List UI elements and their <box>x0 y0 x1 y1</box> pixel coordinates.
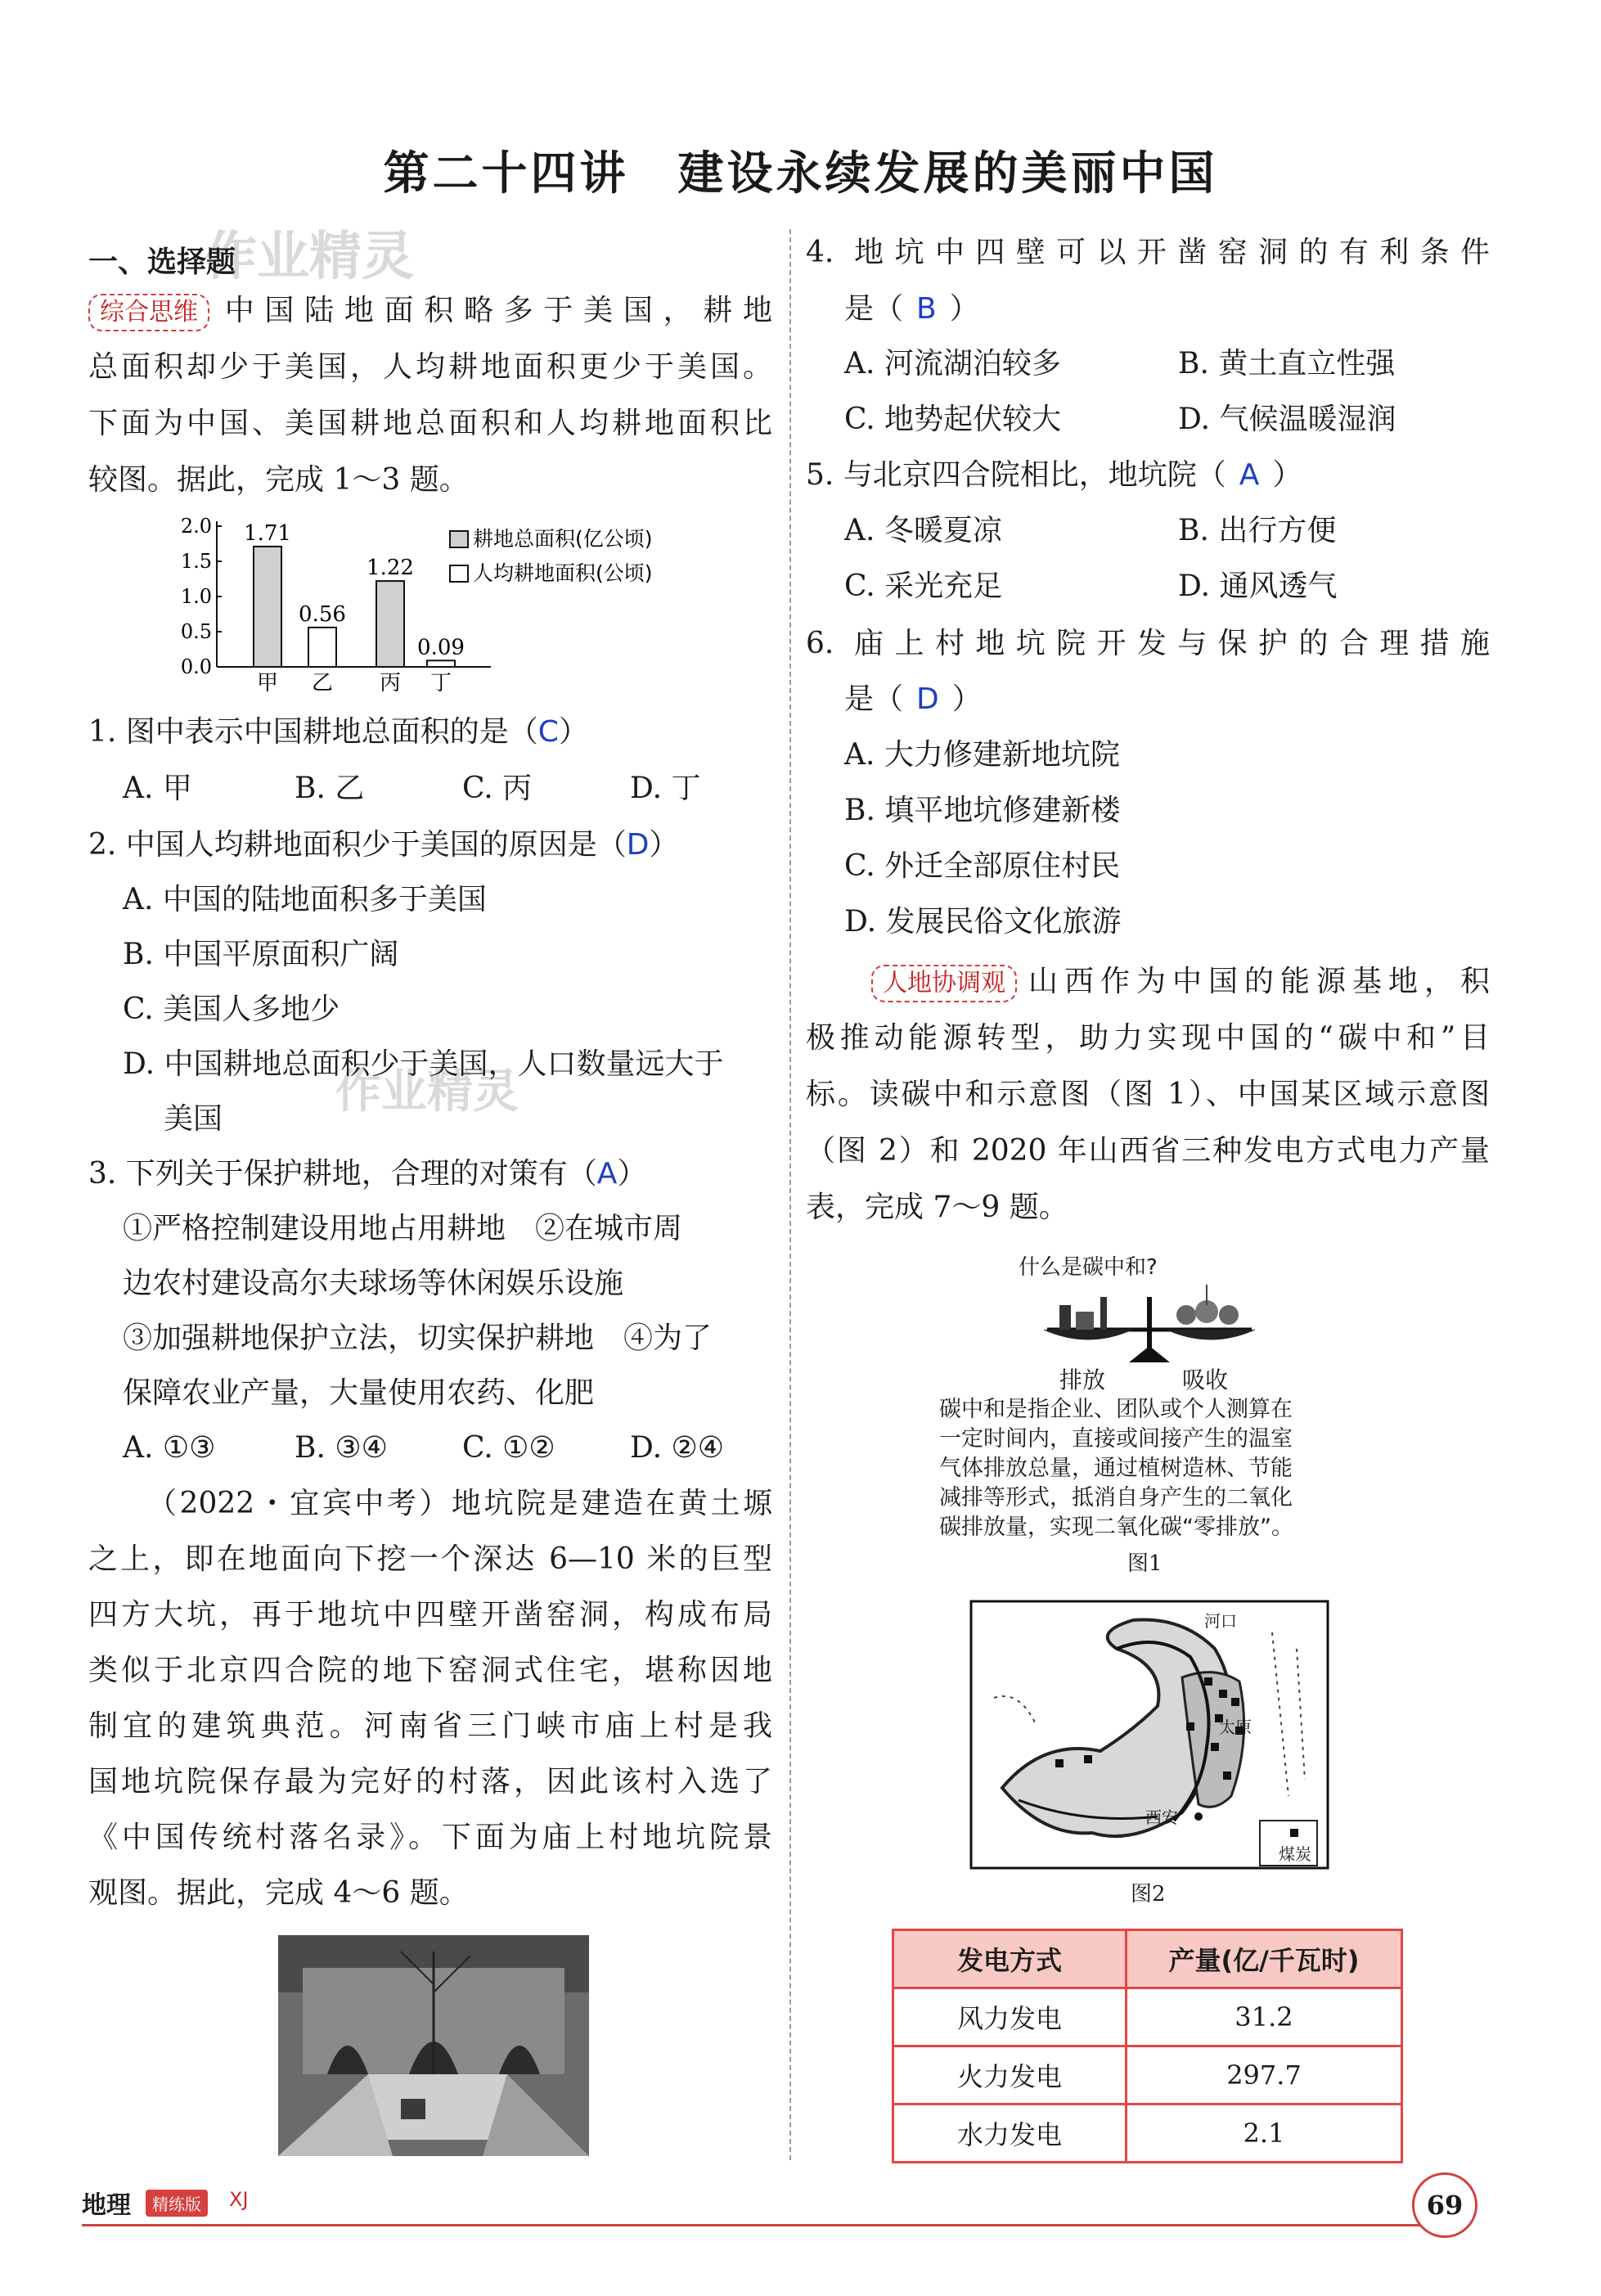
answer: D <box>916 682 939 716</box>
x-tick-label: 丁 <box>429 671 452 696</box>
power-table <box>892 1929 1403 2163</box>
fig1-caption: 图1 <box>1127 1551 1163 1576</box>
passage-shanxi: 人地协调观 山西作为中国的能源基地，积 极推动能源转型，助力实现中国的“碳中和”目 标。读碳中和示意图（图 1）、中国某区域示意图 （图 2）和 2020 年山西省三种发电方式电力产量 表，完成 7～9 题。 <box>806 965 1490 1224</box>
section-heading: 一、选择题 <box>88 245 236 279</box>
legend-label: 耕地总面积(亿公顷) <box>473 527 653 551</box>
answer: B <box>916 292 937 326</box>
column-divider <box>789 229 791 2160</box>
tag-label: 人地协调观 <box>871 965 1017 1002</box>
legend-swatch <box>450 565 468 582</box>
answer: D <box>626 828 650 862</box>
question-2: 2. 中国人均耕地面积少于美国的原因是（D） <box>88 828 679 862</box>
bar <box>308 628 336 667</box>
option: B. 中国平原面积广阔 <box>123 938 399 971</box>
map-label-xian: 西安 <box>1145 1808 1178 1827</box>
question-6: 6. 庙上村地坑院开发与保护的合理措施 <box>806 627 1490 660</box>
fig1-right-label: 吸收 <box>1182 1366 1229 1393</box>
footer-subject: 地理 <box>82 2191 131 2220</box>
map-label-taiyuan: 太原 <box>1219 1717 1252 1737</box>
option: D. ②④ <box>630 1431 725 1465</box>
option: B. 出行方便 <box>1178 514 1337 547</box>
map-label-hekou: 河口 <box>1204 1611 1237 1631</box>
option: A. 中国的陆地面积多于美国 <box>123 883 487 916</box>
watermark: 作业精灵 <box>335 1065 519 1119</box>
option: A. 大力修建新地坑院 <box>844 738 1120 772</box>
option: D. 气候温暖湿润 <box>1178 403 1396 436</box>
option: D. 丁 <box>630 772 701 805</box>
option: D. 中国耕地总面积少于美国，人口数量远大于 <box>123 1047 724 1081</box>
y-tick-label: 1.0 <box>180 585 212 608</box>
legend-label: 人均耕地面积(公顷) <box>473 561 653 585</box>
passage-dikengyuan: （2022・宜宾中考）地坑院是建造在黄土塬 之上，即在地面向下挖一个深达 6—10 米的巨型 四方大坑，再于地坑中四壁开凿窑洞，构成布局 类似于北京四合院的地下窑洞式住宅，堪称因地 制宜的建筑典范。河南省三门峡市庙上村是我 国地坑院保存最为完好的村落，因此该村入选了 《中国传统村落名录》。下面为庙上村地坑院景 观图。据此，完成 4～6 题。 <box>88 1487 772 1910</box>
option: C. 丙 <box>462 772 533 805</box>
tag-label: 综合思维 <box>88 294 209 331</box>
option: D. 发展民俗文化旅游 <box>844 905 1122 939</box>
map-legend-coal: 煤炭 <box>1279 1844 1311 1864</box>
footer-badge: 精练版 <box>146 2190 208 2217</box>
fig1-text: 碳中和是指企业、团队或个人测算在 一定时间内，直接或间接产生的温室 气体排放总量，通过植树造林、节能 减排等形式，抵消自身产生的二氧化 碳排放量，实现二氧化碳“零排放”。 <box>939 1397 1293 1540</box>
x-tick-label: 乙 <box>311 671 334 696</box>
y-tick-label: 0.5 <box>180 620 212 643</box>
answer: A <box>1239 458 1260 492</box>
question-6-line2: 是（ D ） <box>844 682 982 716</box>
data-label: 0.56 <box>299 601 346 627</box>
data-label: 1.71 <box>244 520 291 546</box>
statement-line: 保障农业产量，大量使用农药、化肥 <box>123 1376 595 1410</box>
option: 美国 <box>164 1102 223 1136</box>
page-number: 69 <box>1412 2172 1477 2238</box>
option: B. 填平地坑修建新楼 <box>844 794 1121 827</box>
option: B. 黄土直立性强 <box>1178 347 1396 380</box>
option: B. ③④ <box>295 1431 388 1465</box>
legend-swatch <box>450 531 468 547</box>
option: B. 乙 <box>295 772 365 805</box>
x-tick-label: 丙 <box>379 671 402 696</box>
bar <box>254 547 281 667</box>
bar <box>427 660 455 667</box>
page-title: 第二十四讲 建设永续发展的美丽中国 <box>383 147 1218 200</box>
farmland-bar-chart <box>164 511 720 700</box>
carbon-balance-scale <box>1039 1281 1260 1362</box>
table-row: 水力发电 2.1 <box>893 2105 1402 2163</box>
data-label: 0.09 <box>417 635 465 660</box>
watermark: 作业精灵 <box>205 227 414 287</box>
table-header: 发电方式 <box>893 1930 1127 1988</box>
statement-line: ③加强耕地保护立法，切实保护耕地 ④为了 <box>123 1321 713 1355</box>
bar <box>376 581 404 667</box>
option: C. 外迁全部原住村民 <box>844 849 1121 883</box>
question-4: 4. 地坑中四壁可以开凿窑洞的有利条件 <box>806 236 1490 269</box>
question-5: 5. 与北京四合院相比，地坑院（ A ） <box>806 458 1302 492</box>
table-row: 风力发电 31.2 <box>893 1988 1402 2046</box>
y-tick-label: 1.5 <box>180 550 212 573</box>
question-3: 3. 下列关于保护耕地，合理的对策有（A） <box>88 1157 647 1191</box>
footer-edition: XJ <box>229 2188 249 2211</box>
option: D. 通风透气 <box>1178 569 1338 603</box>
option: A. 河流湖泊较多 <box>844 347 1061 380</box>
fig2-caption: 图2 <box>1131 1882 1166 1907</box>
option: C. 美国人多地少 <box>123 993 340 1026</box>
data-label: 1.22 <box>367 556 414 581</box>
x-tick-label: 甲 <box>256 671 279 696</box>
fig1-question: 什么是碳中和? <box>1019 1255 1158 1280</box>
fig1-left-label: 排放 <box>1059 1366 1106 1393</box>
statement-line: ①严格控制建设用地占用耕地 ②在城市周 <box>123 1212 683 1245</box>
option: A. 甲 <box>123 772 192 805</box>
answer: A <box>596 1157 618 1191</box>
option: A. ①③ <box>123 1431 216 1465</box>
table-header: 产量(亿/千瓦时) <box>1127 1930 1402 1988</box>
region-map <box>969 1600 1329 1870</box>
y-tick-label: 2.0 <box>180 515 212 538</box>
option: C. 采光充足 <box>844 569 1003 603</box>
intro-composite: 综合思维 中国陆地面积略多于美国，耕地 总面积却少于美国，人均耕地面积更少于美国。 下面为中国、美国耕地总面积和人均耕地面积比 较图。据此，完成 1～3 题。 <box>88 294 772 497</box>
option: A. 冬暖夏凉 <box>844 514 1002 547</box>
footer-rule <box>82 2224 1440 2226</box>
question-4-line2: 是（ B ） <box>844 292 979 326</box>
dikengyuan-photo <box>278 1935 589 2156</box>
statement-line: 边农村建设高尔夫球场等休闲娱乐设施 <box>123 1267 624 1300</box>
y-tick-label: 0.0 <box>180 655 212 678</box>
question-1: 1. 图中表示中国耕地总面积的是（C） <box>88 715 588 749</box>
option: C. ①② <box>462 1431 555 1465</box>
option: C. 地势起伏较大 <box>844 403 1062 436</box>
answer: C <box>537 715 559 749</box>
table-row: 火力发电 297.7 <box>893 2046 1402 2105</box>
